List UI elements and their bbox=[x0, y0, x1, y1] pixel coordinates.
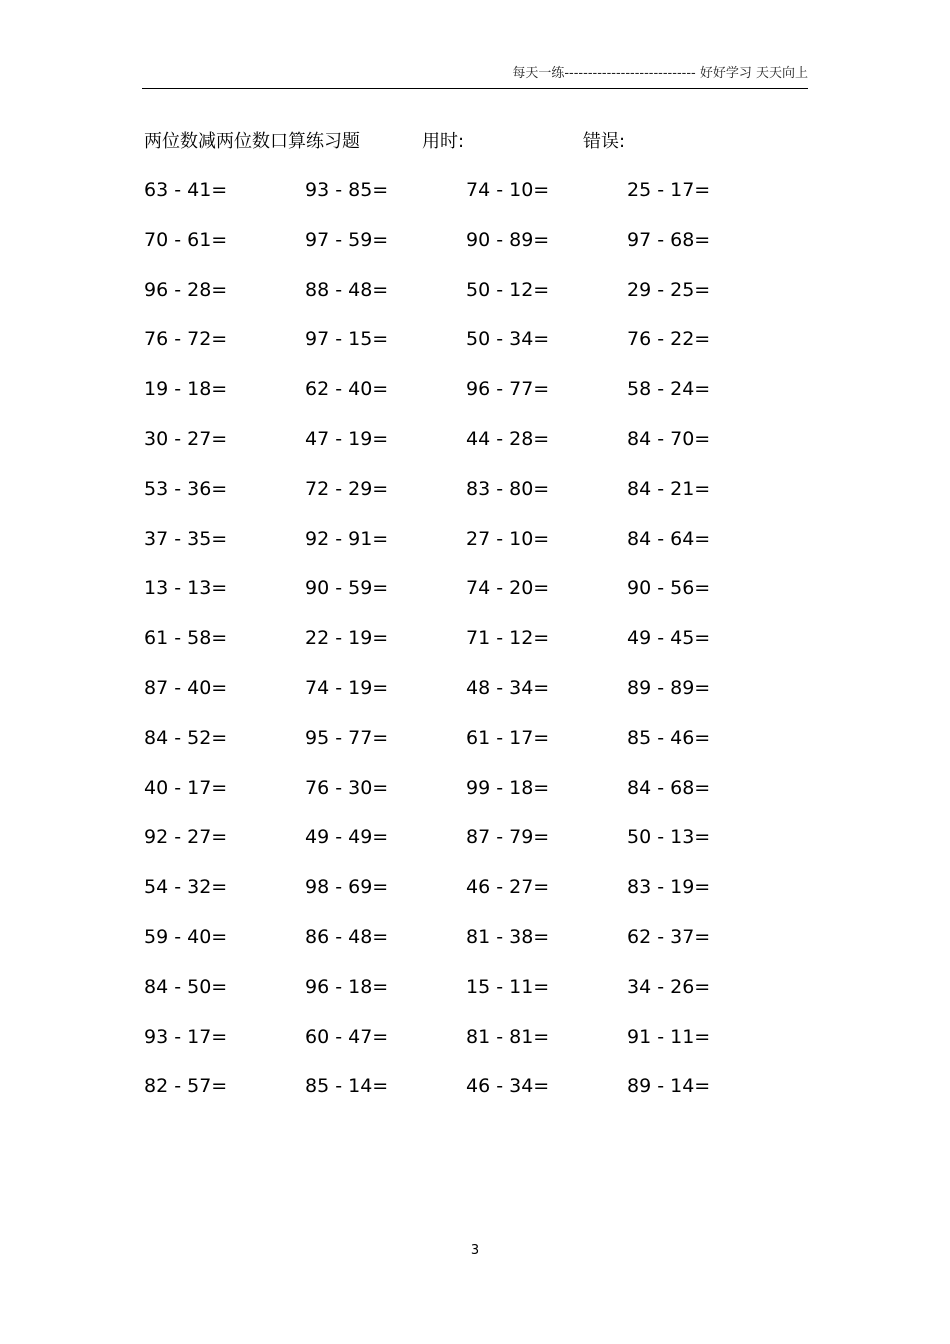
header-left-text: 每天一练 bbox=[512, 66, 565, 81]
problem-item: 90 - 56= bbox=[627, 577, 711, 600]
problem-item: 88 - 48= bbox=[305, 278, 389, 301]
problem-row bbox=[0, 176, 950, 226]
problem-item: 62 - 40= bbox=[305, 378, 389, 401]
problem-item: 13 - 13= bbox=[144, 577, 228, 600]
problem-item: 81 - 81= bbox=[466, 1025, 550, 1048]
problem-item: 91 - 11= bbox=[627, 1025, 711, 1048]
problem-item: 53 - 36= bbox=[144, 477, 228, 500]
problem-item: 34 - 26= bbox=[627, 975, 711, 998]
problem-item: 83 - 19= bbox=[627, 876, 711, 899]
problem-item: 89 - 14= bbox=[627, 1075, 711, 1098]
problem-item: 84 - 64= bbox=[627, 527, 711, 550]
problem-item: 47 - 19= bbox=[305, 427, 389, 450]
problem-item: 93 - 85= bbox=[305, 179, 389, 201]
problem-row bbox=[0, 574, 950, 624]
worksheet-title: 两位数减两位数口算练习题 bbox=[144, 131, 360, 152]
problem-grid bbox=[0, 176, 950, 1122]
problem-row bbox=[0, 325, 950, 375]
problem-row bbox=[0, 475, 950, 525]
problem-row bbox=[0, 525, 950, 575]
problem-row bbox=[0, 375, 950, 425]
problem-item: 74 - 20= bbox=[466, 577, 550, 600]
header-right-text: 好好学习 天天向上 bbox=[699, 66, 808, 81]
problem-item: 97 - 68= bbox=[627, 228, 711, 251]
problem-item: 90 - 89= bbox=[466, 228, 550, 251]
problem-item: 97 - 59= bbox=[305, 228, 389, 251]
problem-item: 44 - 28= bbox=[466, 427, 550, 450]
problem-item: 50 - 12= bbox=[466, 278, 550, 301]
problem-item: 19 - 18= bbox=[144, 378, 228, 401]
problem-item: 92 - 27= bbox=[144, 826, 228, 849]
problem-item: 87 - 40= bbox=[144, 676, 228, 699]
problem-item: 90 - 59= bbox=[305, 577, 389, 600]
problem-row bbox=[0, 276, 950, 326]
problem-item: 49 - 49= bbox=[305, 826, 389, 849]
problem-item: 40 - 17= bbox=[144, 776, 228, 799]
problem-item: 30 - 27= bbox=[144, 427, 228, 450]
problem-item: 63 - 41= bbox=[144, 179, 228, 201]
problem-item: 85 - 46= bbox=[627, 726, 711, 749]
problem-item: 46 - 34= bbox=[466, 1075, 550, 1098]
problem-row bbox=[0, 624, 950, 674]
problem-item: 83 - 80= bbox=[466, 477, 550, 500]
page-header bbox=[142, 64, 808, 84]
problem-item: 96 - 77= bbox=[466, 378, 550, 401]
errors-label: 错误: bbox=[583, 131, 626, 152]
problem-item: 49 - 45= bbox=[627, 627, 711, 650]
problem-item: 76 - 22= bbox=[627, 328, 711, 351]
problem-item: 98 - 69= bbox=[305, 876, 389, 899]
header-divider bbox=[142, 88, 808, 89]
problem-item: 84 - 52= bbox=[144, 726, 228, 749]
problem-item: 89 - 89= bbox=[627, 676, 711, 699]
problem-item: 62 - 37= bbox=[627, 925, 711, 948]
problem-item: 59 - 40= bbox=[144, 925, 228, 948]
problem-row bbox=[0, 973, 950, 1023]
title-row bbox=[0, 128, 950, 156]
problem-item: 84 - 21= bbox=[627, 477, 711, 500]
problem-item: 25 - 17= bbox=[627, 179, 711, 201]
problem-item: 37 - 35= bbox=[144, 527, 228, 550]
problem-item: 97 - 15= bbox=[305, 328, 389, 351]
problem-item: 82 - 57= bbox=[144, 1075, 228, 1098]
problem-item: 96 - 18= bbox=[305, 975, 389, 998]
problem-item: 50 - 13= bbox=[627, 826, 711, 849]
problem-item: 60 - 47= bbox=[305, 1025, 389, 1048]
problem-row bbox=[0, 674, 950, 724]
problem-item: 96 - 28= bbox=[144, 278, 228, 301]
problem-item: 61 - 58= bbox=[144, 627, 228, 650]
problem-item: 74 - 10= bbox=[466, 179, 550, 201]
problem-item: 15 - 11= bbox=[466, 975, 550, 998]
problem-item: 85 - 14= bbox=[305, 1075, 389, 1098]
problem-item: 74 - 19= bbox=[305, 676, 389, 699]
problem-item: 61 - 17= bbox=[466, 726, 550, 749]
problem-item: 71 - 12= bbox=[466, 627, 550, 650]
problem-item: 46 - 27= bbox=[466, 876, 550, 899]
problem-item: 81 - 38= bbox=[466, 925, 550, 948]
problem-item: 99 - 18= bbox=[466, 776, 550, 799]
problem-item: 22 - 19= bbox=[305, 627, 389, 650]
problem-item: 86 - 48= bbox=[305, 925, 389, 948]
problem-row bbox=[0, 1023, 950, 1073]
problem-item: 93 - 17= bbox=[144, 1025, 228, 1048]
header-dashes: ---------------------------- bbox=[564, 66, 696, 81]
problem-row bbox=[0, 1072, 950, 1122]
problem-item: 87 - 79= bbox=[466, 826, 550, 849]
problem-item: 84 - 50= bbox=[144, 975, 228, 998]
problem-row bbox=[0, 425, 950, 475]
problem-row bbox=[0, 774, 950, 824]
problem-item: 92 - 91= bbox=[305, 527, 389, 550]
problem-item: 84 - 70= bbox=[627, 427, 711, 450]
problem-row bbox=[0, 226, 950, 276]
time-label: 用时: bbox=[422, 131, 465, 152]
problem-item: 95 - 77= bbox=[305, 726, 389, 749]
problem-row bbox=[0, 873, 950, 923]
problem-item: 29 - 25= bbox=[627, 278, 711, 301]
problem-item: 58 - 24= bbox=[627, 378, 711, 401]
problem-item: 70 - 61= bbox=[144, 228, 228, 251]
problem-row bbox=[0, 923, 950, 973]
problem-item: 76 - 30= bbox=[305, 776, 389, 799]
problem-item: 76 - 72= bbox=[144, 328, 228, 351]
problem-item: 27 - 10= bbox=[466, 527, 550, 550]
problem-item: 84 - 68= bbox=[627, 776, 711, 799]
problem-row bbox=[0, 823, 950, 873]
problem-row bbox=[0, 724, 950, 774]
problem-item: 72 - 29= bbox=[305, 477, 389, 500]
problem-item: 54 - 32= bbox=[144, 876, 228, 899]
page-number: 3 bbox=[470, 1243, 480, 1258]
problem-item: 50 - 34= bbox=[466, 328, 550, 351]
problem-item: 48 - 34= bbox=[466, 676, 550, 699]
